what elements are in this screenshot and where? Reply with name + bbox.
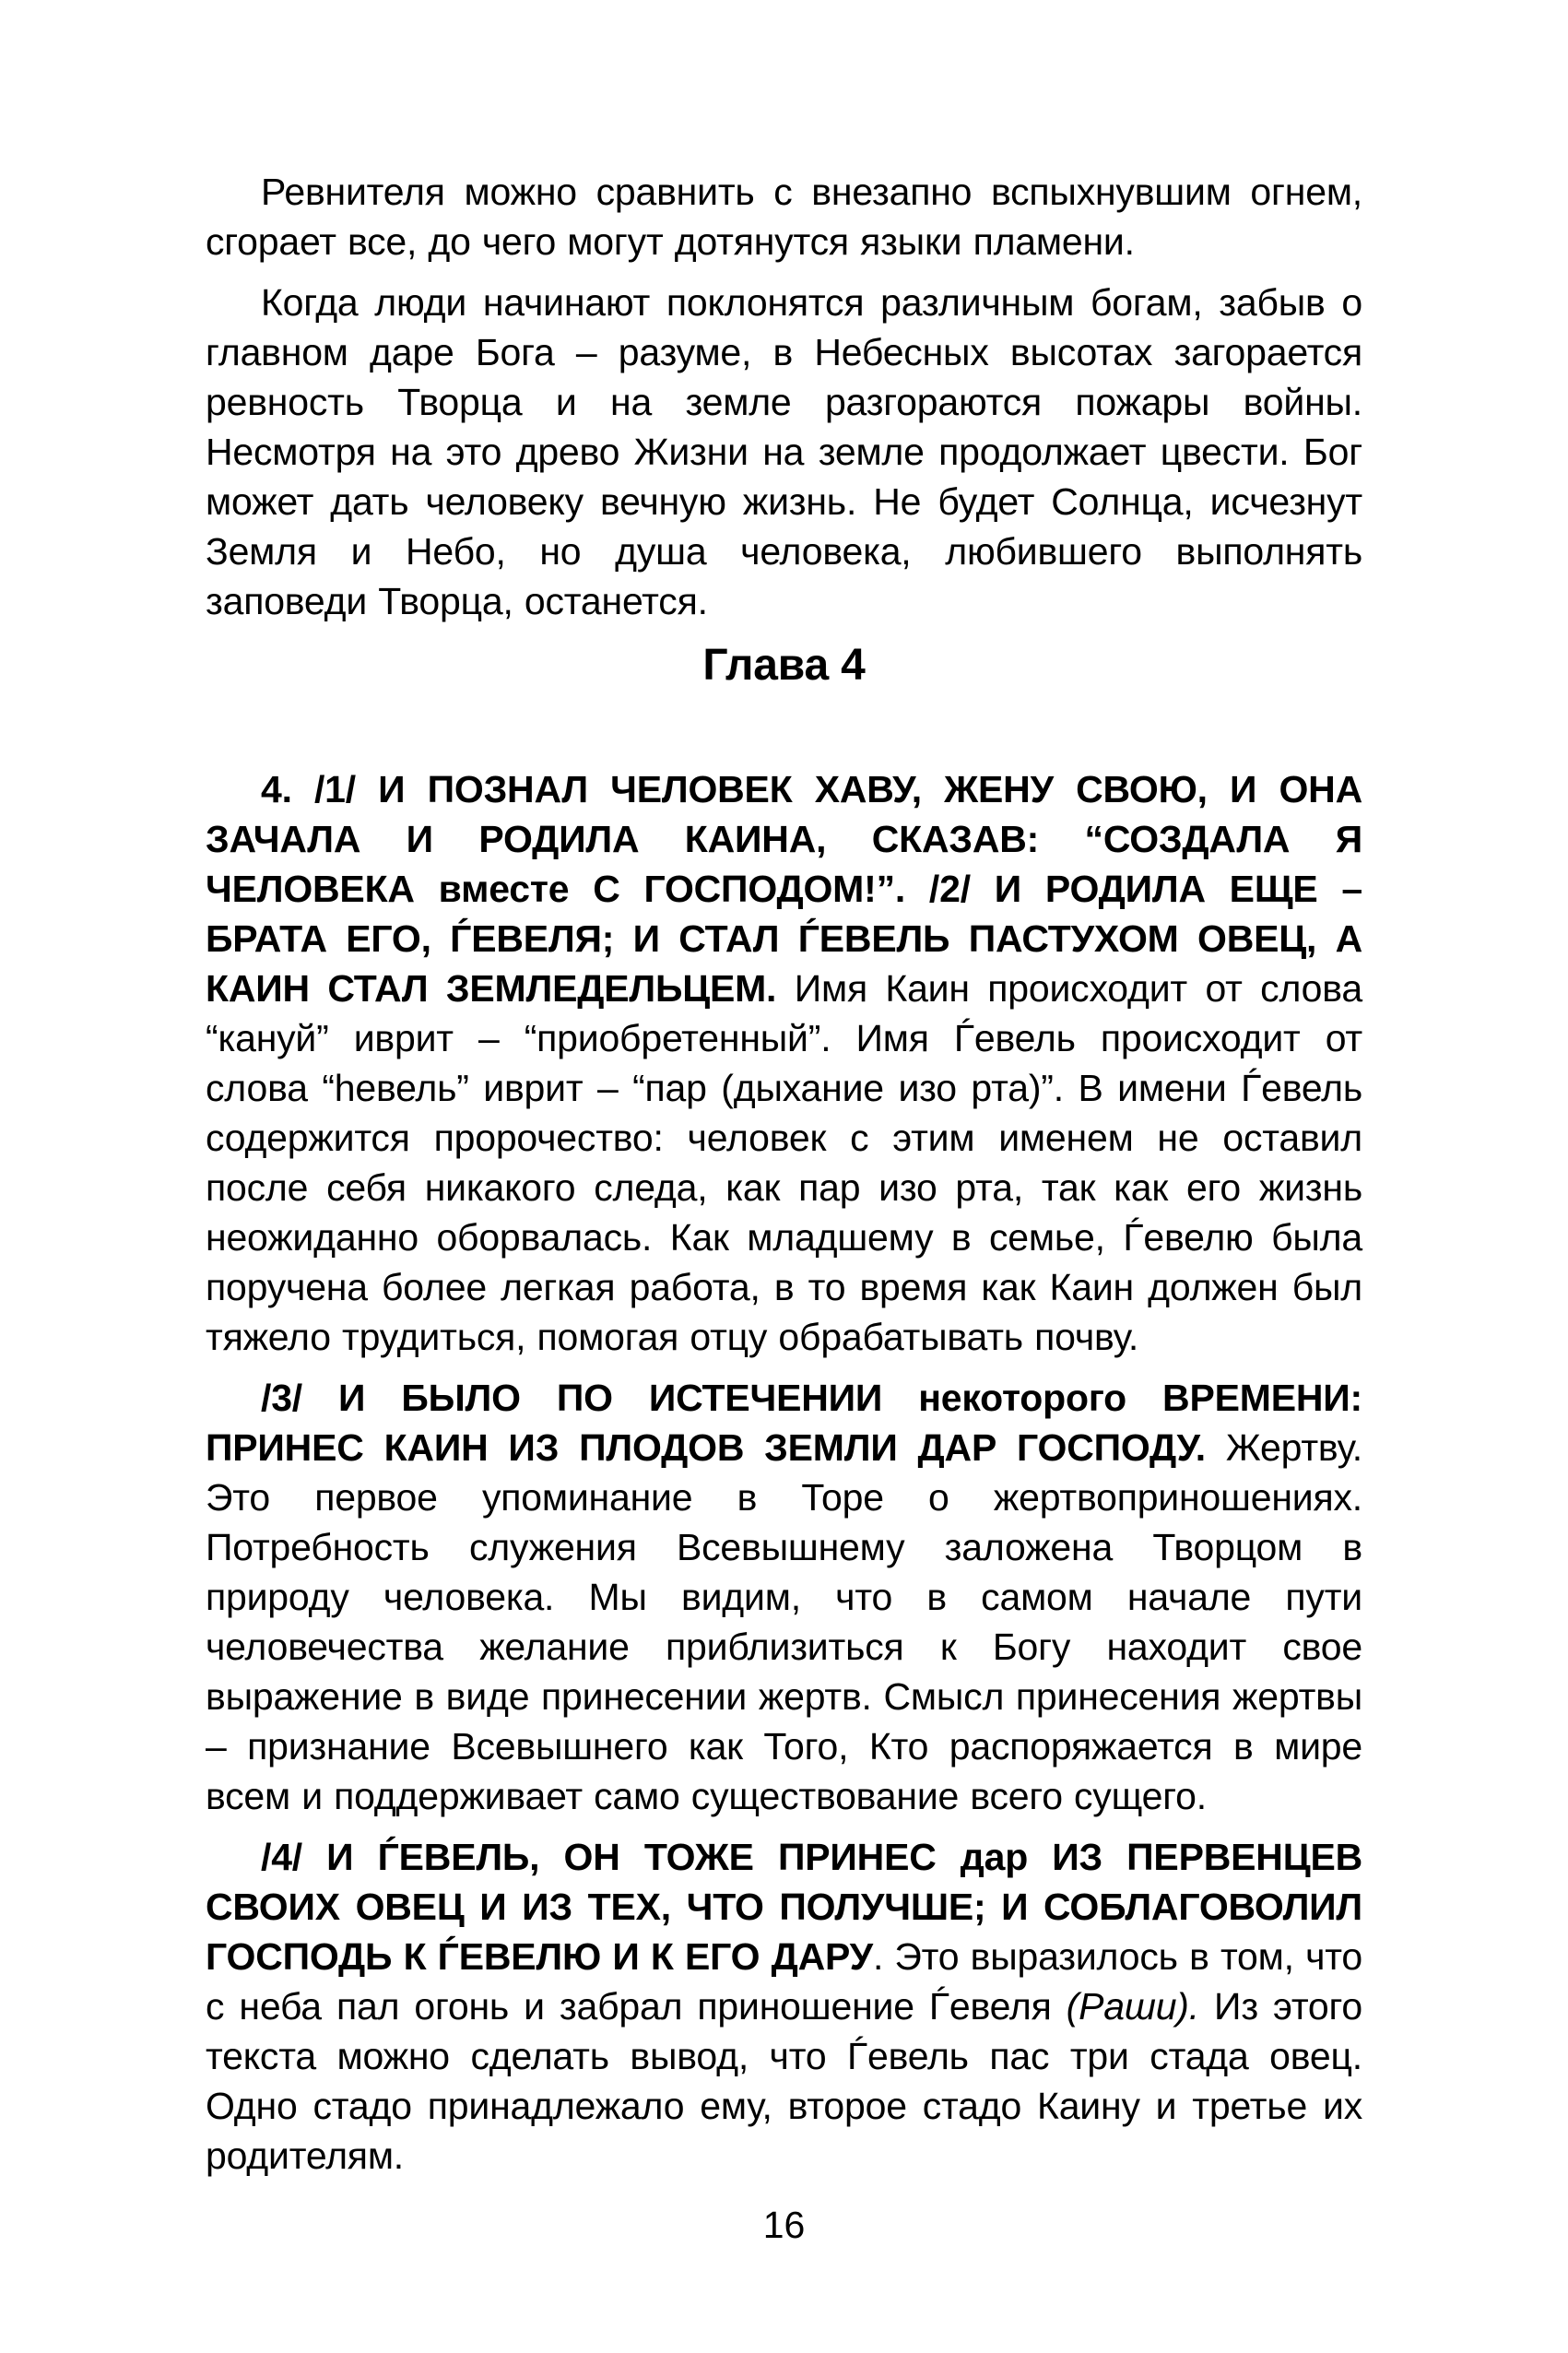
text-run: Когда люди начинают поклонятся различным богам, забыв о главном даре Бога – разуме, в Небесных высотах загорается ревность Творца и на земле разгораются пожары войны. Несмотря на это древо Жизни на земле продолжает цвести. Бог может дать человеку вечную жизнь. Не будет Солнца, исчезнут Земля и Небо, но душа человека, любившего выполнять заповеди Творца, останется. (206, 281, 1362, 622)
text-column (206, 167, 1362, 2192)
body-paragraph-5 (206, 1832, 1362, 2181)
verse-bold-run: 4. /1/ И ПОЗНАЛ ЧЕЛОВЕК ХАВУ, ЖЕНУ СВОЮ, И ОНА ЗАЧАЛА И РОДИЛА КАИНА, СКАЗАВ: “СОЗДАЛА Я ЧЕЛОВЕКА вместе С ГОСПОДОМ!”. /2/ И РОДИЛА ЕЩЕ – БРАТА ЕГО, ЃЕВЕЛЯ; И СТАЛ ЃЕВЕЛЬ ПАСТУХОМ ОВЕЦ, А КАИН СТАЛ ЗЕМЛЕДЕЛЬЦЕМ. (206, 768, 1362, 1010)
body-paragraph-2 (206, 278, 1362, 626)
page-number: 16 (762, 2204, 806, 2246)
body-paragraph-4 (206, 1373, 1362, 1821)
commentary-run: Имя Каин происходит от слова “кануй” иврит – “приобретенный”. Имя Ѓевель происходит от слова “hевель” иврит – “пар (дыхание изо рта)”. В имени Ѓевель содержится пророчество: человек с этим именем не оставил после себя никакого следа, как пар изо рта, так как его жизнь неожиданно оборвалась. Как младшему в семье, Ѓевелю была поручена более легкая работа, в то время как Каин должен был тяжело трудиться, помогая отцу обрабатывать почву. (206, 967, 1362, 1358)
chapter-heading: Глава 4 (702, 641, 866, 690)
body-paragraph-1 (206, 167, 1362, 266)
commentary-run: . Это выразилось в том, что с неба пал огонь и забрал приношение Ѓевеля (206, 1935, 1362, 2028)
verse-bold-run: /3/ И БЫЛО ПО ИСТЕЧЕНИИ некоторого ВРЕМЕНИ: ПРИНЕС КАИН ИЗ ПЛОДОВ ЗЕМЛИ ДАР ГОСПОДУ. (206, 1377, 1362, 1469)
body-paragraph-3 (206, 764, 1362, 1362)
commentary-run: Из этого текста можно сделать вывод, что Ѓевель пас три стада овец. Одно стадо принадлежало ему, второе стадо Каину и третье их родителям. (206, 1985, 1362, 2177)
text-run: Ревнителя можно сравнить с внезапно вспыхнувшим огнем, сгорает все, до чего могут дотянутся языки пламени. (206, 171, 1362, 263)
source-italic-run: (Раши). (1066, 1985, 1199, 2028)
verse-bold-run: /4/ И ЃЕВЕЛЬ, ОН ТОЖЕ ПРИНЕС дар ИЗ ПЕРВЕНЦЕВ СВОИХ ОВЕЦ И ИЗ ТЕХ, ЧТО ПОЛУЧШЕ; И СОБЛАГОВОЛИЛ ГОСПОДЬ К ЃЕВЕЛЮ И К ЕГО ДАРУ (206, 1836, 1362, 1978)
commentary-run: Жертву. Это первое упоминание в Торе о жертвоприношениях. Потребность служения Всевышнему заложена Творцом в природу человека. Мы видим, что в самом начале пути человечества желание приблизиться к Богу находит свое выражение в виде принесении жертв. Смысл принесения жертвы – признание Всевышнего как Того, Кто распоряжается в мире всем и поддерживает само существование всего сущего. (206, 1426, 1362, 1817)
